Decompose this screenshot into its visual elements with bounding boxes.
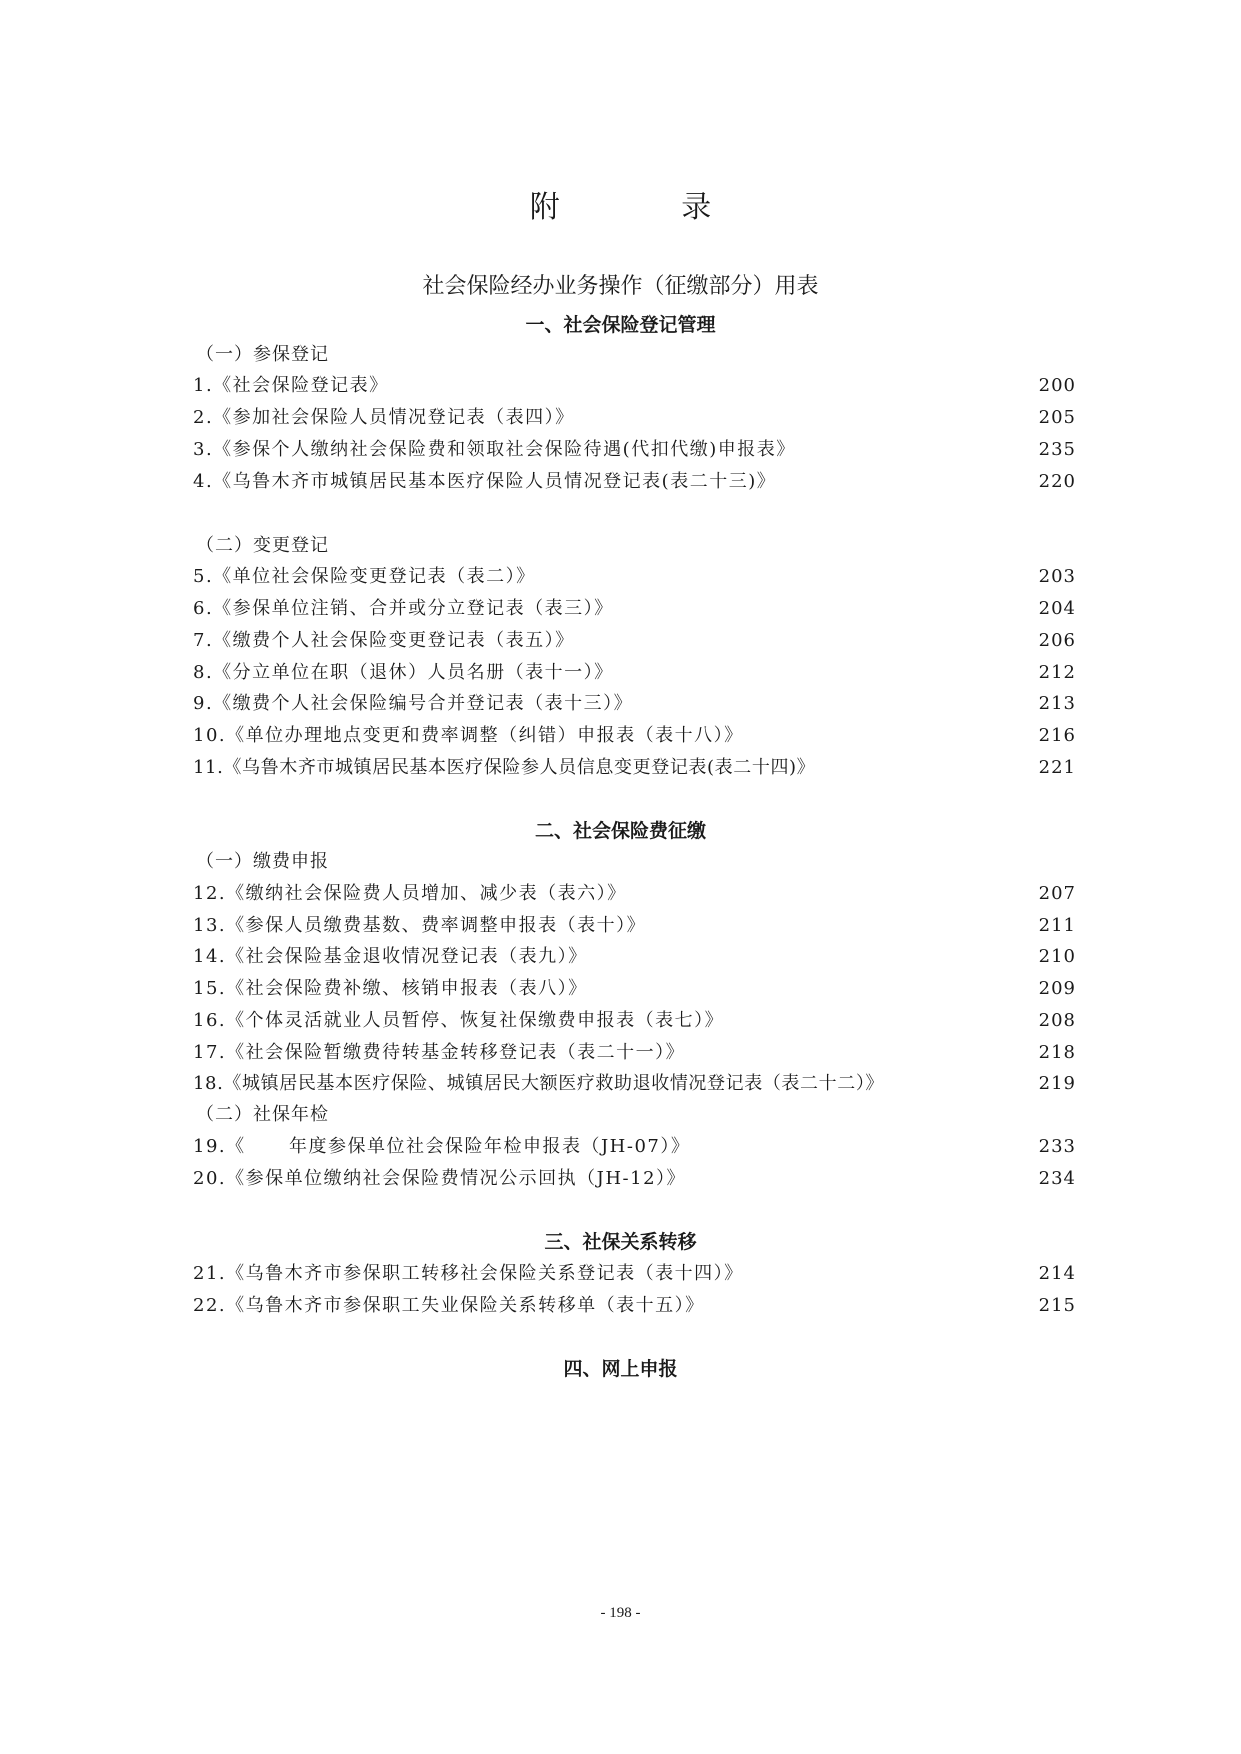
entry-page-number: 220 <box>1038 471 1076 492</box>
entry-title: 21.《乌鲁木齐市参保职工转移社会保险关系登记表（表十四）》 <box>193 1263 744 1284</box>
toc-entry[interactable] <box>193 911 1076 941</box>
group-label: （二）变更登记 <box>196 535 329 556</box>
entry-title: 17.《社会保险暂缴费待转基金转移登记表（表二十一）》 <box>193 1042 686 1063</box>
entry-title: 13.《参保人员缴费基数、费率调整申报表（表十）》 <box>193 915 647 936</box>
section-heading: 四、网上申报 <box>563 1358 678 1380</box>
toc-entry[interactable] <box>193 689 1076 719</box>
toc-entry[interactable] <box>193 1069 1076 1099</box>
entry-title: 7.《缴费个人社会保险变更登记表（表五）》 <box>193 630 575 651</box>
entry-page-number: 221 <box>1038 757 1076 778</box>
entry-page-number: 203 <box>1038 566 1076 587</box>
toc-entry[interactable] <box>193 1038 1076 1068</box>
entry-title: 11.《乌鲁木齐市城镇居民基本医疗保险参人员信息变更登记表(表二十四)》 <box>193 757 816 778</box>
entry-page-number: 209 <box>1038 978 1076 999</box>
entry-title: 18.《城镇居民基本医疗保险、城镇居民大额医疗救助退收情况登记表（表二十二）》 <box>193 1073 885 1094</box>
toc-entry[interactable] <box>193 594 1076 624</box>
entry-page-number: 204 <box>1038 598 1076 619</box>
toc-entry[interactable] <box>193 371 1076 401</box>
toc-entry[interactable] <box>193 1132 1076 1162</box>
entry-title: 19.《 年度参保单位社会保险年检申报表（JH-07）》 <box>193 1136 691 1157</box>
toc-entry[interactable] <box>193 721 1076 751</box>
toc-entry[interactable] <box>193 1259 1076 1289</box>
toc-entry[interactable] <box>193 942 1076 972</box>
toc-entry[interactable] <box>193 753 1076 783</box>
entry-page-number: 219 <box>1038 1073 1076 1094</box>
entry-page-number: 206 <box>1038 630 1076 651</box>
entry-page-number: 205 <box>1038 407 1076 428</box>
entry-page-number: 213 <box>1038 693 1076 714</box>
entry-page-number: 216 <box>1038 725 1076 746</box>
entry-page-number: 210 <box>1038 946 1076 967</box>
page-title: 附 录 <box>529 190 768 225</box>
toc-entry[interactable] <box>193 1164 1076 1194</box>
footer-page-number: - 198 - <box>600 1605 641 1621</box>
entry-title: 15.《社会保险费补缴、核销申报表（表八）》 <box>193 978 588 999</box>
entry-title: 3.《参保个人缴纳社会保险费和领取社会保险待遇(代扣代缴)申报表》 <box>193 439 796 460</box>
entry-page-number: 211 <box>1038 915 1076 936</box>
entry-title: 10.《单位办理地点变更和费率调整（纠错）申报表（表十八）》 <box>193 725 744 746</box>
toc-entry[interactable] <box>193 1291 1076 1321</box>
entry-page-number: 208 <box>1038 1010 1076 1031</box>
entry-page-number: 218 <box>1038 1042 1076 1063</box>
entry-title: 20.《参保单位缴纳社会保险费情况公示回执（JH-12）》 <box>193 1168 687 1189</box>
entry-title: 6.《参保单位注销、合并或分立登记表（表三）》 <box>193 598 614 619</box>
group-label: （一）参保登记 <box>196 344 329 365</box>
toc-entry[interactable] <box>193 626 1076 656</box>
entry-page-number: 234 <box>1038 1168 1076 1189</box>
section-heading: 一、社会保险登记管理 <box>525 314 716 336</box>
toc-entry[interactable] <box>193 562 1076 592</box>
document-subtitle: 社会保险经办业务操作（征缴部分）用表 <box>422 274 819 299</box>
entry-page-number: 200 <box>1038 375 1076 396</box>
entry-page-number: 214 <box>1038 1263 1076 1284</box>
entry-title: 4.《乌鲁木齐市城镇居民基本医疗保险人员情况登记表(表二十三)》 <box>193 471 777 492</box>
entry-page-number: 212 <box>1038 662 1076 683</box>
entry-title: 8.《分立单位在职（退休）人员名册（表十一）》 <box>193 662 614 683</box>
toc-entry[interactable] <box>193 658 1076 688</box>
toc-entry[interactable] <box>193 879 1076 909</box>
entry-page-number: 215 <box>1038 1295 1076 1316</box>
entry-title: 16.《个体灵活就业人员暂停、恢复社保缴费申报表（表七）》 <box>193 1010 725 1031</box>
toc-entry[interactable] <box>193 467 1076 497</box>
entry-title: 12.《缴纳社会保险费人员增加、减少表（表六）》 <box>193 883 627 904</box>
group-label: （二）社保年检 <box>196 1104 329 1125</box>
entry-page-number: 207 <box>1038 883 1076 904</box>
entry-title: 1.《社会保险登记表》 <box>193 375 389 396</box>
group-label: （一）缴费申报 <box>196 851 329 872</box>
section-heading: 三、社保关系转移 <box>544 1231 697 1253</box>
toc-entry[interactable] <box>193 974 1076 1004</box>
section-heading: 二、社会保险费征缴 <box>534 820 706 842</box>
toc-entry[interactable] <box>193 1006 1076 1036</box>
entry-title: 22.《乌鲁木齐市参保职工失业保险关系转移单（表十五）》 <box>193 1295 705 1316</box>
toc-entry[interactable] <box>193 435 1076 465</box>
entry-title: 14.《社会保险基金退收情况登记表（表九）》 <box>193 946 588 967</box>
entry-title: 5.《单位社会保险变更登记表（表二）》 <box>193 566 536 587</box>
toc-entry[interactable] <box>193 403 1076 433</box>
entry-page-number: 233 <box>1038 1136 1076 1157</box>
entry-title: 2.《参加社会保险人员情况登记表（表四）》 <box>193 407 575 428</box>
entry-page-number: 235 <box>1038 439 1076 460</box>
entry-title: 9.《缴费个人社会保险编号合并登记表（表十三）》 <box>193 693 634 714</box>
